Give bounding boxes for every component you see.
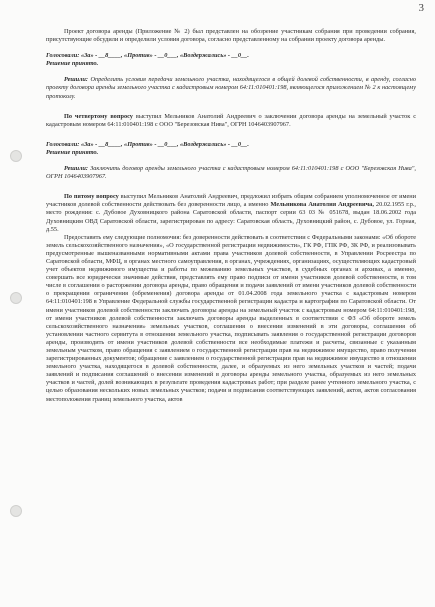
resolution-text: Заключить договор аренды земельного участка с кадастровым номером 64:11:010401:198 с ООО "Березовская Нива", ОГРН 1046403907967. xyxy=(46,165,416,181)
resolution-text: Определить условия передачи земельного участка, находящегося в общей долевой собственности, в аренду, согласно проекту договора аренды земельного участка с кадастровым номером 64:11:010401:198, являющегося приложением № 2 к настоящему протоколу. xyxy=(46,76,416,100)
resolution-paragraph xyxy=(46,76,416,100)
authorized-person-name: Мельникова Анатолия Андреевича, xyxy=(270,201,374,209)
document-body xyxy=(46,28,416,404)
question-5-text: выступил Мельников Анатолий Андреевич, предложил избрать общим собранием уполномоченное от имени участников долевой собственности действовать без доверенности лицо, а именно xyxy=(46,193,416,209)
binder-holes xyxy=(10,0,24,607)
question-4-paragraph xyxy=(46,113,416,129)
punch-hole xyxy=(10,505,22,517)
resolution-label: Решили: xyxy=(64,76,88,84)
authorized-person-details: 20.02.1955 г.р., место рождения: с. Дубовое Духовницкого района Саратовской области, паспорт серии 63 03 № 051678, выдан 18.06.2002 года Духовницким ОВД Саратовской области, зарегистрирован по адресу: Саратовская область, Духовницкий район, с. Дубовое, ул. Горная, д.55. xyxy=(46,201,417,233)
resolution-paragraph xyxy=(46,165,416,181)
vote-result: Голосовали: «За» - __8____, «Против» - __0___, «Воздержались» - __0__. xyxy=(46,140,249,148)
paragraph-contract-draft: Проект договора аренды (Приложение № 2) был представлен на обозрение участникам собрания при проведении собрания, присутствующие обсудили и определили условия договора, согласно представленному на собрании проекту договора аренды. xyxy=(46,28,416,44)
page-number: 3 xyxy=(418,2,424,14)
resolution-label: Решили: xyxy=(64,165,88,173)
question-5-paragraph xyxy=(46,193,416,233)
decision-status: Решение принято. xyxy=(46,148,99,156)
question-5-label: По пятому вопросу xyxy=(64,193,119,201)
decision-status: Решение принято. xyxy=(46,60,99,68)
question-4-text: выступил Мельников Анатолий Андреевич о заключении договора аренды на земельный участок с кадастровым номером 64:11:010401:198 с ООО "Березовская Нива", ОГРН 1046403907967. xyxy=(46,112,417,128)
question-4-label: По четвертому вопросу xyxy=(64,112,133,120)
vote-result: Голосовали: «За» - __8____, «Против» - __0___, «Воздержались» - __0__. xyxy=(46,52,249,60)
punch-hole xyxy=(10,292,22,304)
powers-paragraph: Предоставить ему следующие полномочия: без доверенности действовать в соответствии с Федеральными законами: «Об обороте земель сельскохозяйственного назначения», «О государственной регистрации недвижимости», ГК РФ, ГПК РФ, ЗК РФ, и реализовывать предусмотренные вышеназванными нормативными актами права участников долевой собственности, в Управлении Росреестра по Саратовской области, МФЦ, в органах местного самоуправления, в органах, учреждениях, организациях, осуществляющих кадастровый учет объектов недвижимого имущества и работы по межеванию земельных участков, в судебных органах и архивах, а именно, совершать все юридически значимые действия, представлять ему право подписи от имени участников долевой собственности, в том числе в соглашении о расторжении договора аренды, право обращения и подачи заявлений от имени участников долевой собственности о прекращении ограничения (обременения) договора аренды от 01.04.2008 года земельного участка с кадастровым номером 64:11:010401:198 в Управление Федеральной службы государственной регистрации кадастра и картографии по Саратовской области. От имени участников долевой собственности заключать договоры аренды на земельный участок с кадастровым номером 64:11:010401:198, от имени участников долевой собственности заключать договоры аренды выделенных в соответствии с ФЗ «Об обороте земель сельскохозяйственного назначения» земельных участков, соглашения о внесении изменений в эти договоры, соглашения об установлении частного сервитута в отношении земельного участка, подписывать заявления о государственной регистрации договоров аренды, производить от имени участников долевой собственности все необходимые платежи и расчеты, связанные с указанным земельным участком, право обращения с заявлением о государственной регистрации прав на недвижимое имущество, право получения зарегистрированных документов; обращение с заявлением о государственной регистрации прав на недвижимое имущество в отношении земельного участка, находящегося в долевой собственности, далее, и образуемых из него земельных участков и частей; подачи заявлений и подписания соглашений о внесении изменений в договоры аренды земельного участка, образуемых из него земельных участков и частей, долей возникающих в результате проведения кадастровых работ; при разделе ранее учтенного земельного участка, с целью образования нескольких новых земельных участков; подачи и подписания соответствующих заявлений, актов, актов согласования местоположения границ земельного участка, актов xyxy=(46,233,416,403)
punch-hole xyxy=(10,150,22,162)
